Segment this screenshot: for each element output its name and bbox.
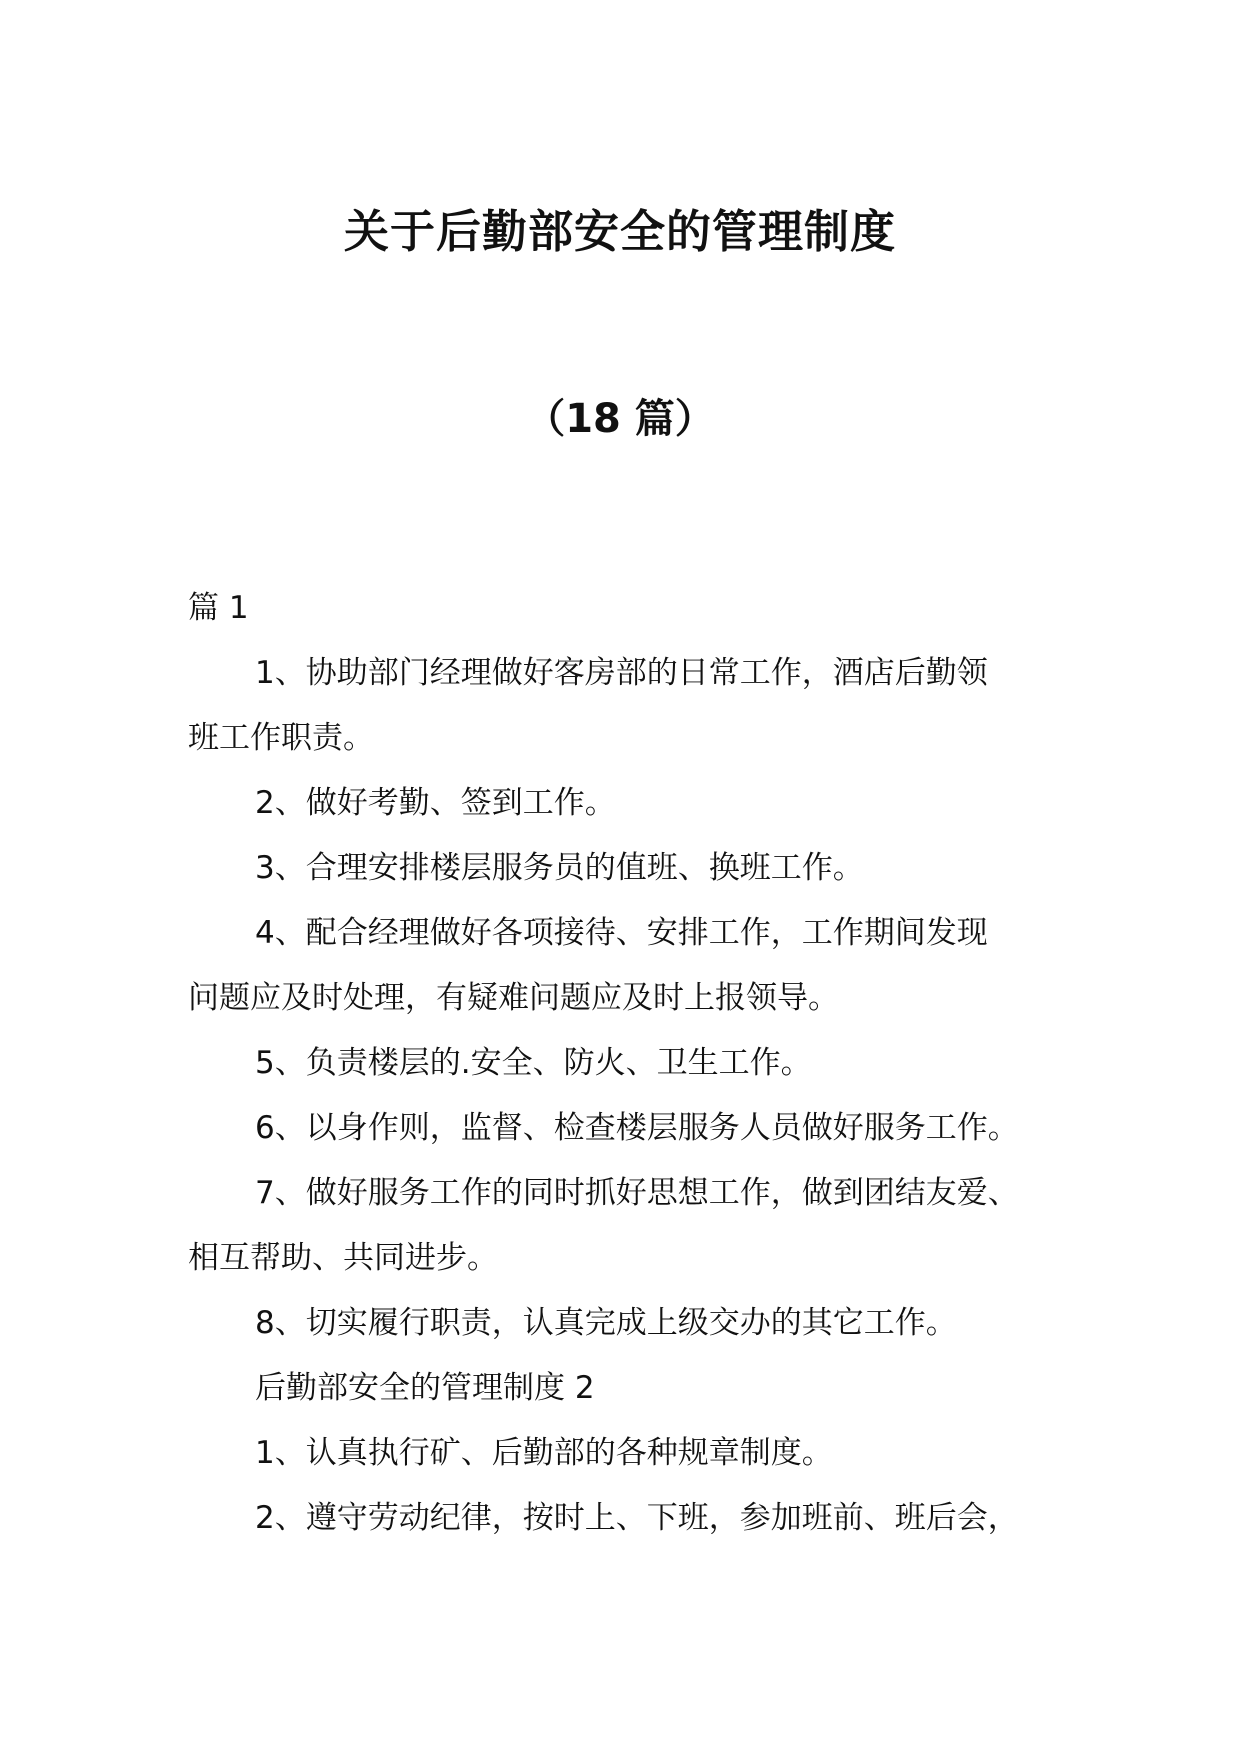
body-line: 6、以身作则，监督、检查楼层服务人员做好服务工作。 <box>255 1110 1019 1146</box>
body-line: 5、负责楼层的.安全、防火、卫生工作。 <box>255 1045 812 1081</box>
body-line: 7、做好服务工作的同时抓好思想工作，做到团结友爱、 <box>255 1175 1019 1211</box>
body-line: 3、合理安排楼层服务员的值班、换班工作。 <box>255 850 864 886</box>
body-line: 2、遵守劳动纪律，按时上、下班，参加班前、班后会， <box>255 1500 1019 1536</box>
document-subtitle: （18 篇） <box>525 396 715 442</box>
body-line: 1、协助部门经理做好客房部的日常工作，酒店后勤领 <box>255 655 988 691</box>
body-line: 篇 1 <box>188 590 249 626</box>
body-line: 班工作职责。 <box>188 720 374 756</box>
body-line: 相互帮助、共同进步。 <box>188 1240 498 1276</box>
document-body <box>188 576 1088 1551</box>
body-line: 4、配合经理做好各项接待、安排工作，工作期间发现 <box>255 915 988 951</box>
body-line: 1、认真执行矿、后勤部的各种规章制度。 <box>255 1435 833 1471</box>
body-line: 后勤部安全的管理制度 2 <box>255 1370 595 1406</box>
body-line: 2、做好考勤、签到工作。 <box>255 785 616 821</box>
document-title: 关于后勤部安全的管理制度 <box>343 205 896 258</box>
body-line: 8、切实履行职责，认真完成上级交办的其它工作。 <box>255 1305 957 1341</box>
body-line: 问题应及时处理，有疑难问题应及时上报领导。 <box>188 980 839 1016</box>
